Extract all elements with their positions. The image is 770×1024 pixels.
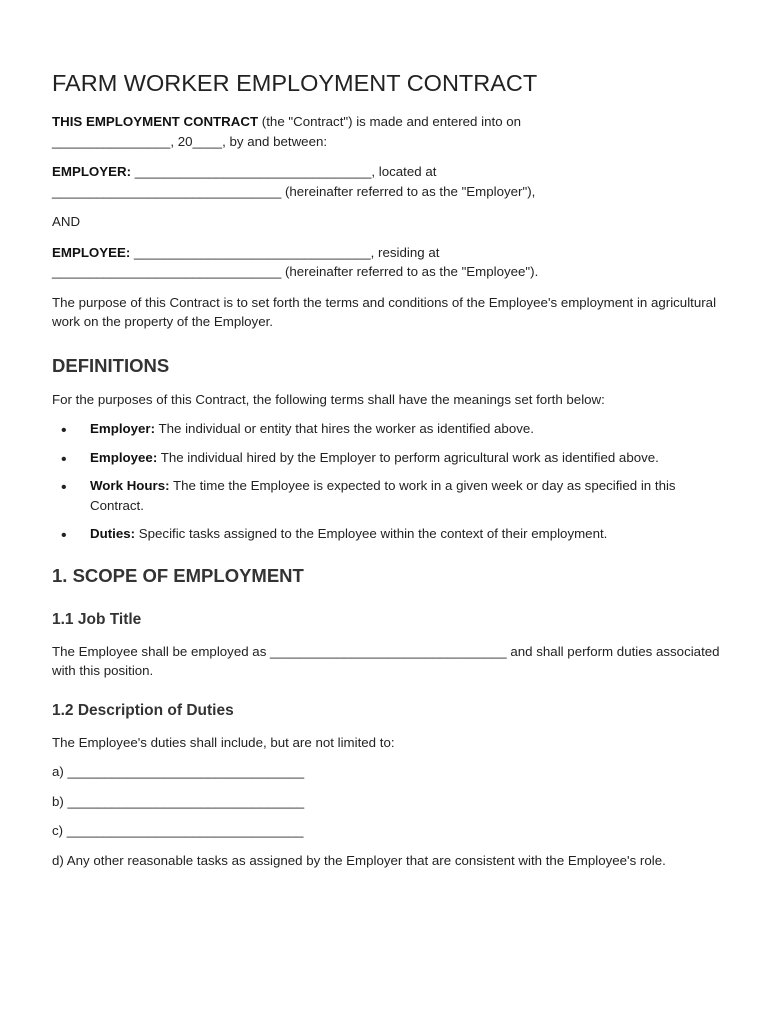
duty-d: d) Any other reasonable tasks as assigned by the Employer that are consistent with the Employee's role. bbox=[52, 852, 666, 868]
job-title-text: The Employee shall be employed as ________________________________ and shall perform duties associated with this position. bbox=[52, 643, 720, 678]
duties-intro: The Employee's duties shall include, but are not limited to: bbox=[52, 734, 395, 750]
document-title: FARM WORKER EMPLOYMENT CONTRACT bbox=[52, 70, 538, 96]
employer-line2: _______________________________ (hereinafter referred to as the "Employer"), bbox=[52, 183, 536, 199]
intro-rest: (the "Contract") is made and entered into on bbox=[258, 114, 522, 129]
employer-line1: ________________________________, located at bbox=[131, 164, 437, 179]
employee-paragraph bbox=[52, 243, 722, 282]
and-text: AND bbox=[52, 214, 81, 229]
definition-term: Duties: bbox=[90, 526, 136, 541]
intro-lead: THIS EMPLOYMENT CONTRACT bbox=[52, 114, 259, 129]
definition-term: Employer: bbox=[90, 421, 156, 436]
definitions-intro: For the purposes of this Contract, the following terms shall have the meanings set forth below: bbox=[52, 391, 605, 407]
duty-c: c) ________________________________ bbox=[52, 823, 304, 838]
intro-date-line: ________________, 20____, by and between: bbox=[52, 133, 328, 149]
employee-line1: ________________________________, residing at bbox=[130, 244, 440, 260]
employer-label: EMPLOYER: bbox=[52, 164, 132, 179]
purpose-paragraph: The purpose of this Contract is to set forth the terms and conditions of the Employee's employment in agricultural work on the property of the Employer. bbox=[52, 294, 717, 329]
employee-line2: _______________________________ (hereinafter referred to as the "Employee"). bbox=[52, 264, 539, 279]
scope-heading: 1. SCOPE OF EMPLOYMENT bbox=[52, 564, 304, 586]
employee-label: EMPLOYEE: bbox=[52, 244, 131, 260]
duties-heading: 1.2 Description of Duties bbox=[52, 701, 234, 719]
definition-term: Work Hours: bbox=[90, 478, 170, 493]
duty-b: b) ________________________________ bbox=[52, 793, 305, 809]
list-item bbox=[52, 448, 722, 468]
definition-term: Employee: bbox=[90, 449, 158, 465]
document-content bbox=[52, 68, 722, 881]
definition-text: Specific tasks assigned to the Employee within the context of their employment. bbox=[135, 526, 608, 541]
bullet-icon: • bbox=[61, 527, 67, 544]
bullet-icon: • bbox=[61, 422, 67, 439]
definitions-heading: DEFINITIONS bbox=[52, 354, 170, 376]
definitions-list bbox=[52, 419, 722, 544]
bullet-icon: • bbox=[61, 450, 67, 468]
employer-paragraph bbox=[52, 162, 722, 201]
definition-text: The individual hired by the Employer to perform agricultural work as identified above. bbox=[157, 449, 659, 465]
job-title-heading: 1.1 Job Title bbox=[52, 610, 142, 628]
definition-text: The individual or entity that hires the worker as identified above. bbox=[155, 421, 534, 436]
duty-a: a) ________________________________ bbox=[52, 764, 305, 779]
intro-paragraph bbox=[52, 112, 722, 151]
list-item bbox=[52, 476, 722, 515]
definition-text: The time the Employee is expected to work in a given week or day as specified in this Contract. bbox=[90, 478, 676, 513]
list-item bbox=[52, 419, 722, 439]
list-item bbox=[52, 524, 722, 544]
bullet-icon: • bbox=[61, 479, 67, 496]
